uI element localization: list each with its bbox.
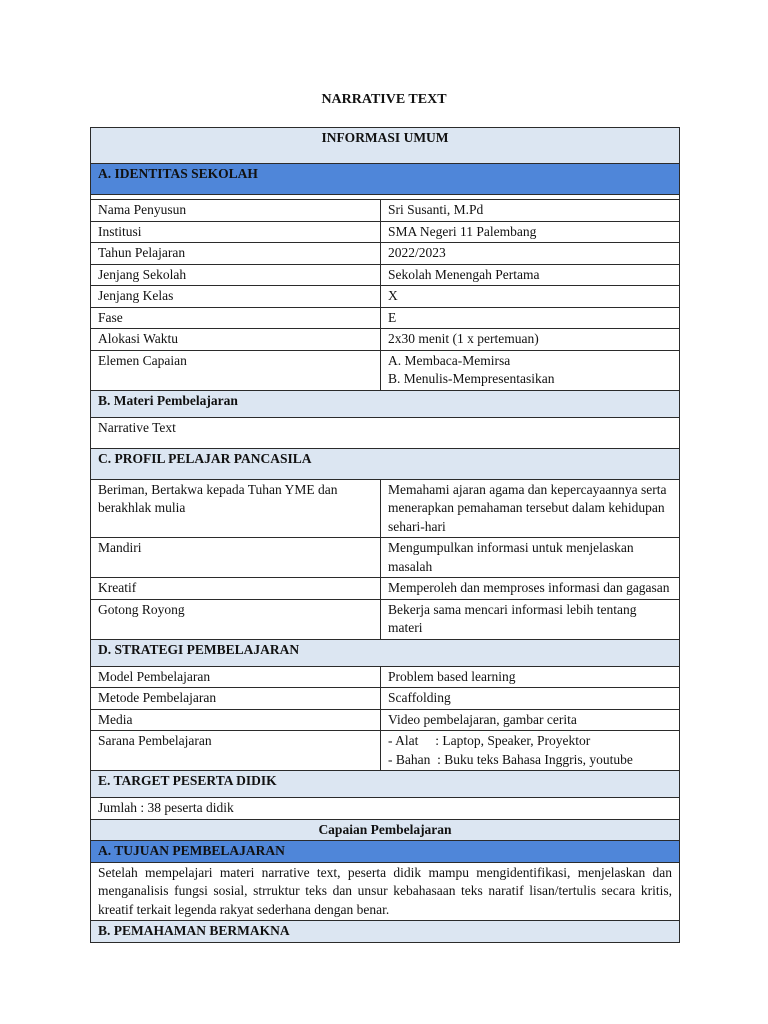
row-label: Metode Pembelajaran (91, 688, 381, 710)
section-header-materi (91, 390, 680, 417)
row-value: Memahami ajaran agama dan kepercayaannya serta menerapkan pemahaman tersebut dalam kehidupan sehari-hari (381, 479, 680, 538)
section-header-informasi-umum (91, 128, 680, 164)
row-value (381, 731, 680, 771)
table-row (91, 578, 680, 600)
row-label: Tahun Pelajaran (91, 243, 381, 265)
row-label: Model Pembelajaran (91, 666, 381, 688)
row-label: Fase (91, 307, 381, 329)
row-label: Institusi (91, 221, 381, 243)
row-label: Media (91, 709, 381, 731)
informasi-umum-heading: INFORMASI UMUM (91, 128, 680, 164)
capaian-heading: Capaian Pembelajaran (91, 819, 680, 841)
table-row (91, 350, 680, 390)
lesson-plan-table (90, 127, 680, 943)
row-label: Sarana Pembelajaran (91, 731, 381, 771)
row-value: Video pembelajaran, gambar cerita (381, 709, 680, 731)
row-label: Jenjang Sekolah (91, 264, 381, 286)
table-row (91, 688, 680, 710)
section-header-profil (91, 448, 680, 479)
row-value: Scaffolding (381, 688, 680, 710)
row-label: Gotong Royong (91, 599, 381, 639)
section-header-identitas (91, 164, 680, 195)
row-label: Elemen Capaian (91, 350, 381, 390)
row-value: Mengumpulkan informasi untuk menjelaskan masalah (381, 538, 680, 578)
row-value: Memperoleh dan memproses informasi dan gagasan (381, 578, 680, 600)
table-row (91, 666, 680, 688)
elemen-item: A. Membaca-Memirsa (388, 352, 511, 368)
table-row (91, 709, 680, 731)
profil-heading: C. PROFIL PELAJAR PANCASILA (91, 448, 680, 479)
row-value: Bekerja sama mencari informasi lebih tentang materi (381, 599, 680, 639)
section-header-pemahaman (91, 921, 680, 943)
row-label: Nama Penyusun (91, 200, 381, 222)
table-row (91, 221, 680, 243)
materi-heading: B. Materi Pembelajaran (91, 390, 680, 417)
table-row (91, 538, 680, 578)
row-value: Sekolah Menengah Pertama (381, 264, 680, 286)
target-heading: E. TARGET PESERTA DIDIK (91, 771, 680, 798)
row-value: Sri Susanti, M.Pd (381, 200, 680, 222)
row-value (381, 350, 680, 390)
sarana-item: - Bahan : Buku teks Bahasa Inggris, youtube (388, 751, 633, 767)
row-label: Mandiri (91, 538, 381, 578)
tujuan-text: Setelah mempelajari materi narrative text, peserta didik mampu mengidentifikasi, menjelaskan dan menganalisis fungsi sosial, strruktur teks dan unsur kebahasaan teks naratif lisan/tertulis secara kritis, kreatif terkait legenda rakyat sederhana dengan benar. (91, 862, 680, 921)
section-header-target (91, 771, 680, 798)
table-row (91, 264, 680, 286)
materi-value: Narrative Text (91, 417, 680, 448)
table-row (91, 286, 680, 308)
section-header-strategi (91, 639, 680, 666)
table-row (91, 731, 680, 771)
row-value: SMA Negeri 11 Palembang (381, 221, 680, 243)
row-label: Kreatif (91, 578, 381, 600)
table-row (91, 200, 680, 222)
row-label: Beriman, Bertakwa kepada Tuhan YME dan berakhlak mulia (91, 479, 381, 538)
table-row (91, 307, 680, 329)
table-row (91, 329, 680, 351)
document-title: NARRATIVE TEXT (321, 92, 447, 107)
elemen-item: B. Menulis-Mempresentasikan (388, 371, 555, 386)
row-value: X (381, 286, 680, 308)
row-label: Alokasi Waktu (91, 329, 381, 351)
row-value: 2x30 menit (1 x pertemuan) (381, 329, 680, 351)
strategi-heading: D. STRATEGI PEMBELAJARAN (91, 639, 680, 666)
sarana-item: - Alat : Laptop, Speaker, Proyektor (388, 733, 591, 748)
row-value: 2022/2023 (381, 243, 680, 265)
table-row (91, 479, 680, 538)
table-row (91, 798, 680, 820)
section-header-capaian (91, 819, 680, 841)
table-row (91, 243, 680, 265)
row-value: Problem based learning (381, 666, 680, 688)
section-header-tujuan (91, 841, 680, 863)
pemahaman-heading: B. PEMAHAMAN BERMAKNA (91, 921, 680, 943)
table-row (91, 417, 680, 448)
target-value: Jumlah : 38 peserta didik (91, 798, 680, 820)
tujuan-heading: A. TUJUAN PEMBELAJARAN (91, 841, 680, 863)
table-row (91, 862, 680, 921)
row-value: E (381, 307, 680, 329)
row-label: Jenjang Kelas (91, 286, 381, 308)
table-row (91, 599, 680, 639)
identitas-heading: A. IDENTITAS SEKOLAH (91, 164, 680, 195)
